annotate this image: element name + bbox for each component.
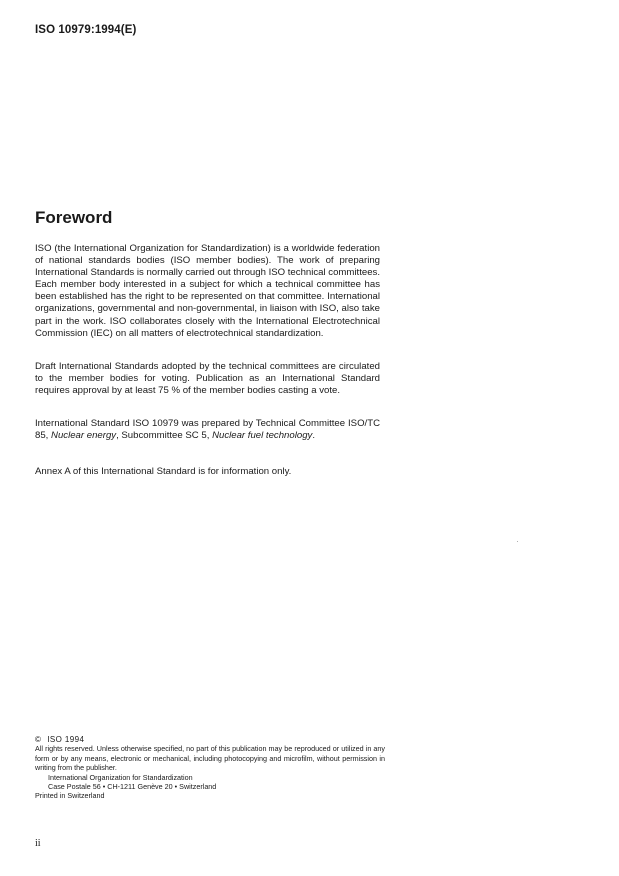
committee-name: Nuclear energy [51, 430, 117, 442]
copyright-symbol: © [35, 735, 42, 744]
para3-suffix: . [312, 430, 315, 442]
document-id-header: ISO 10979:1994(E) [35, 24, 137, 36]
copyright-block [35, 735, 385, 801]
copyright-line [35, 735, 385, 744]
rights-statement: All rights reserved. Unless otherwise specified, no part of this publication may be reproduced or utilized in any form or by any means, electronic or mechanical, including photocopying and microfilm, without permission in writing from the publisher. [35, 744, 385, 773]
organization-name: International Organization for Standardization [48, 772, 193, 782]
para3-prefix: International Standard ISO 10979 was prepared by Technical Committee ISO/TC 85, [35, 418, 380, 442]
foreword-paragraph-1: ISO (the International Organization for Standardization) is a worldwide federation of national standards bodies (ISO member bodies). The work of preparing International Standards is normally carried out through ISO technical committees. Each member body interested in a subject for which a technical committee has been established has the right to be represented on that committee. International organizations, governmental and non-governmental, in liaison with ISO, also take part in the work. ISO collaborates closely with the International Electrotechnical Commission (IEC) on all matters of electrotechnical standardization. [35, 243, 381, 339]
scan-speck [517, 541, 518, 542]
para3-middle: , Subcommittee SC 5, [116, 430, 213, 442]
printed-in: Printed in Switzerland [35, 791, 105, 801]
page-number: ii [35, 838, 41, 849]
foreword-paragraph-4: Annex A of this International Standard is for information only. [35, 466, 292, 477]
postal-address: Case Postale 56 • CH-1211 Genève 20 • Switzerland [48, 782, 217, 792]
foreword-paragraph-3 [35, 418, 380, 442]
subcommittee-name: Nuclear fuel technology [212, 430, 313, 442]
foreword-paragraph-2: Draft International Standards adopted by the technical committees are circulated to the member bodies for voting. Publication as an International Standard requires approval by at least 75 % of the member bodies casting a vote. [35, 361, 380, 397]
copyright-holder-year: ISO 1994 [47, 735, 85, 744]
foreword-title: Foreword [35, 208, 113, 227]
